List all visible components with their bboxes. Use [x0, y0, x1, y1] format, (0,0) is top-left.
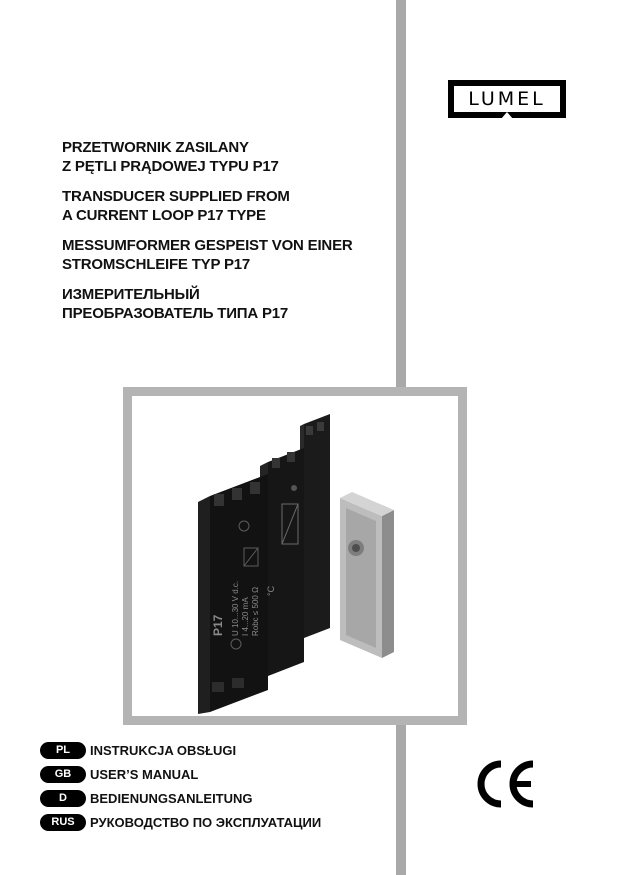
manual-label: BEDIENUNGSANLEITUNG — [90, 790, 253, 806]
title-german — [62, 236, 392, 274]
title-line: PRZETWORNIK ZASILANY — [62, 139, 249, 156]
language-badge: PL — [40, 742, 86, 759]
ce-mark-icon — [475, 760, 537, 808]
device-spec-line: I 4...20 mA — [241, 597, 250, 636]
language-badge: GB — [40, 766, 86, 783]
lumel-logo-frame — [452, 84, 562, 114]
device-spec-line: U 10...30 V d.c. — [231, 580, 240, 636]
lumel-logo — [448, 80, 566, 118]
manual-label: РУКОВОДСТВО ПО ЭКСПЛУАТАЦИИ — [90, 814, 322, 830]
title-line: A CURRENT LOOP P17 TYPE — [62, 207, 266, 224]
title-line: ИЗМЕРИТЕЛЬНЫЙ — [62, 286, 200, 303]
lumel-logo-text: LUMEL — [468, 88, 546, 110]
manual-item-d — [40, 786, 321, 810]
manual-item-gb — [40, 762, 321, 786]
din-rail — [340, 492, 394, 658]
product-photo — [132, 396, 458, 716]
language-badge: RUS — [40, 814, 86, 831]
title-line: Z PĘTLI PRĄDOWEJ TYPU P17 — [62, 158, 279, 175]
manual-item-rus — [40, 810, 321, 834]
title-line: TRANSDUCER SUPPLIED FROM — [62, 188, 290, 205]
title-english — [62, 187, 392, 225]
title-stack — [62, 138, 392, 334]
manual-label: INSTRUKCJA OBSŁUGI — [90, 742, 237, 758]
logo-triangle-icon — [501, 112, 513, 119]
title-line: ПРЕОБРАЗОВАТЕЛЬ ТИПА P17 — [62, 305, 289, 322]
manual-item-pl — [40, 738, 321, 762]
title-line: STROMSCHLEIFE TYP P17 — [62, 256, 251, 273]
device-back-module — [300, 414, 330, 640]
device-spec-line: Robc ≤ 500 Ω — [251, 586, 260, 636]
language-badge: D — [40, 790, 86, 807]
title-polish — [62, 138, 392, 176]
title-russian — [62, 285, 392, 323]
manual-language-list — [40, 738, 321, 834]
device-model-label: P17 — [211, 614, 225, 636]
title-line: MESSUMFORMER GESPEIST VON EINER — [62, 237, 353, 254]
transducer-device-image — [132, 396, 458, 716]
manual-label: USER’S MANUAL — [90, 766, 199, 782]
product-photo-frame — [123, 387, 467, 725]
device-temp-mark: °C — [266, 585, 276, 596]
